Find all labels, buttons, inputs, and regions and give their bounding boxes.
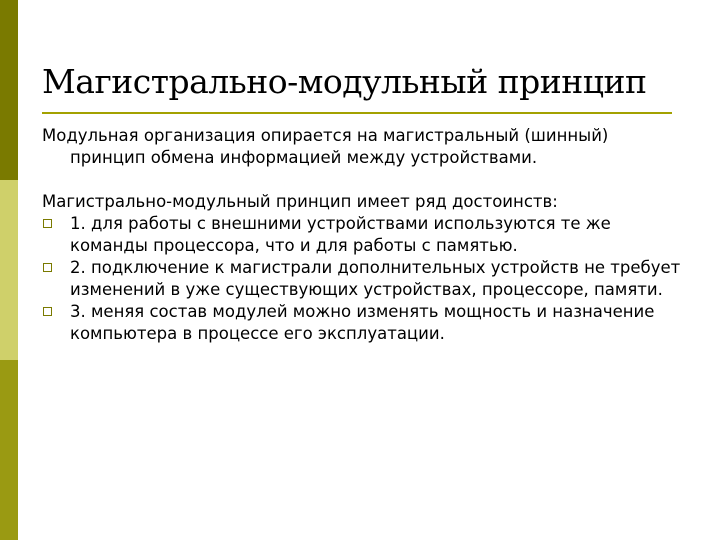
sidebar-segment-top	[0, 0, 18, 180]
sidebar-decoration	[0, 0, 18, 540]
advantages-list	[42, 213, 682, 345]
hollow-square-icon	[43, 263, 52, 272]
hollow-square-icon	[43, 307, 52, 316]
list-item	[42, 257, 682, 301]
list-item-text: 1. для работы с внешними устройствами используются те же команды процессора, что и для работы с памятью.	[70, 214, 611, 255]
slide-title: Магистрально-модульный принцип	[42, 62, 647, 101]
list-item-text: 2. подключение к магистрали дополнительных устройств не требует изменений в уже существующих устройствах, процессоре, памяти.	[70, 258, 681, 299]
slide-body	[42, 125, 682, 345]
list-item-text: 3. меняя состав модулей можно изменять мощность и назначение компьютера в процессе его эксплуатации.	[70, 302, 655, 343]
paragraph-advantages-intro: Магистрально-модульный принцип имеет ряд достоинств:	[42, 192, 558, 211]
paragraph-spacer	[42, 169, 682, 191]
sidebar-segment-middle	[0, 180, 18, 360]
sidebar-segment-bottom	[0, 360, 18, 540]
list-item	[42, 301, 682, 345]
list-item	[42, 213, 682, 257]
hollow-square-icon	[43, 219, 52, 228]
title-underline	[42, 112, 672, 114]
paragraph-modular-organization: Модульная организация опирается на магистральный (шинный) принцип обмена информацией между устройствами.	[42, 126, 609, 167]
